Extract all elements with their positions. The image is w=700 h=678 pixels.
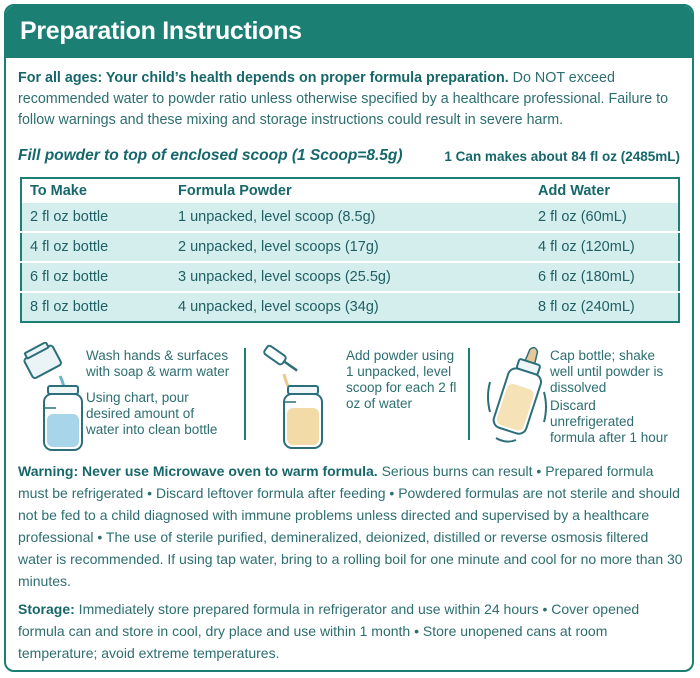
cell-add-water: 6 fl oz (180mL) [530,262,679,292]
warning-paragraph [18,460,684,592]
step-2-text: Add powder using 1 unpacked, level scoop for each 2 fl oz of water [346,348,457,411]
table-header-row [21,178,679,203]
scoop-powder-bottle-icon [258,342,338,452]
cell-add-water: 4 fl oz (120mL) [530,232,679,262]
intro-lead: For all ages: Your child’s health depends on proper formula preparation. [18,70,509,86]
shake-bottle-icon [486,342,548,452]
storage-lead: Storage: [18,601,75,617]
panel-title: Preparation Instructions [20,17,302,45]
scoop-note: Fill powder to top of enclosed scoop (1 Scoop=8.5g) [18,147,403,164]
step-3-discard-text: Discard unrefrigerated formula after 1 hour [550,398,668,445]
step-wash-and-pour [18,340,243,456]
warning-text: Serious burns can result • Prepared formula must be refrigerated • Discard leftover formula after feeding • Powdered formulas are not sterile and should not be fed to a child diagnosed with immune problems unless directed and supervised by a healthcare professional • The use of sterile purified, demineralized, deionized, distilled or reverse osmosis filtered water is recommended. If using tap water, bring to a rolling boil for one minute and cool for no more than 30 minutes. [18,463,683,589]
panel-header [6,6,692,58]
cell-to-make: 6 fl oz bottle [21,262,170,292]
pour-water-bottle-icon [20,342,86,454]
can-yield-note: 1 Can makes about 84 fl oz (2485mL) [444,149,680,164]
cell-to-make: 4 fl oz bottle [21,232,170,262]
storage-paragraph [18,598,684,664]
intro-text: Do NOT exceed recommended water to powder ratio unless otherwise specified by a healthcare professional. Failure to follow warnings and these mixing and storage instructions could result in severe harm. [18,70,669,128]
table-row [21,262,679,292]
warning-lead: Warning: Never use Microwave oven to warm formula. [18,463,378,479]
step-divider [244,348,246,440]
step-shake [478,340,684,456]
table-row [21,292,679,322]
step-1-wash-text: Wash hands & surfaces with soap & warm water [86,348,230,379]
mixing-table [20,177,680,323]
cell-to-make: 2 fl oz bottle [21,203,170,232]
col-header-to-make: To Make [21,178,170,203]
cell-add-water: 8 fl oz (240mL) [530,292,679,322]
preparation-panel [4,4,694,672]
cell-to-make: 8 fl oz bottle [21,292,170,322]
step-divider [468,348,470,440]
table-row [21,232,679,262]
table-row [21,203,679,232]
cell-add-water: 2 fl oz (60mL) [530,203,679,232]
step-3-shake-text: Cap bottle; shake well until powder is dissolved [550,348,664,395]
intro-paragraph [18,68,682,131]
cell-formula-powder: 1 unpacked, level scoop (8.5g) [170,203,530,232]
cell-formula-powder: 2 unpacked, level scoops (17g) [170,232,530,262]
col-header-formula-powder: Formula Powder [170,178,530,203]
cell-formula-powder: 3 unpacked, level scoops (25.5g) [170,262,530,292]
storage-text: Immediately store prepared formula in refrigerator and use within 24 hours • Cover opened formula can and store in cool, dry place and use within 1 month • Store unopened cans at room temperature; avoid extreme temperatures. [18,601,640,661]
scoop-note-row [18,147,682,169]
step-1-pour-text: Using chart, pour desired amount of water into clean bottle [86,390,218,437]
cell-formula-powder: 4 unpacked, level scoops (34g) [170,292,530,322]
col-header-add-water: Add Water [530,178,679,203]
preparation-steps [18,340,684,456]
step-add-powder [254,340,464,456]
